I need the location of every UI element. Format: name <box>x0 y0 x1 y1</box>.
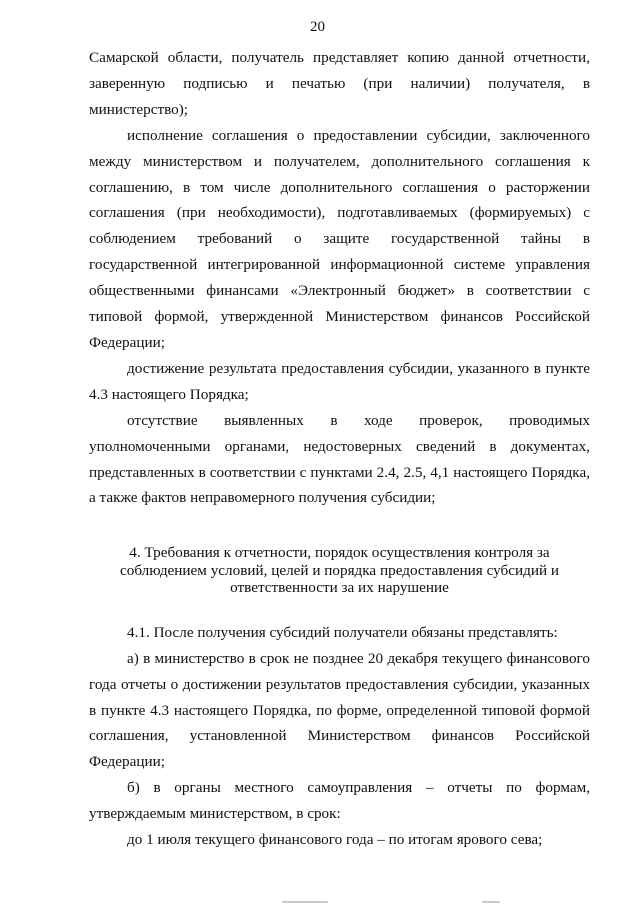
paragraph-4-1: 4.1. После получения субсидий получатели обязаны представлять: <box>127 623 558 641</box>
paragraph-item-b: б) в органы местного самоуправления – отчеты по формам, утверждаемым министерством, в срок: <box>89 779 590 823</box>
paragraph-result-achievement: достижение результата предоставления субсидии, указанного в пункте 4.3 настоящего Порядка; <box>89 359 590 403</box>
paragraph-no-violations: отсутствие выявленных в ходе проверок, проводимых уполномоченными органами, недостоверных сведений в документах, представленных в соответствии с пунктами 2.4, 2.5, 4,1 настоящего Порядка, а также фактов неправомерного получения субсидии; <box>89 411 590 507</box>
paragraph-item-a: а) в министерство в срок не позднее 20 декабря текущего финансового года отчеты о достижении результатов предоставления субсидии, указанных в пункте 4.3 настоящего Порядка, по форме, определенной типовой формой соглашения, установленной Министерством финансов Российской Федерации; <box>89 649 590 771</box>
page-number: 20 <box>310 19 325 35</box>
paragraph-agreement-execution: исполнение соглашения о предоставлении субсидии, заключенного между министерством и получателем, дополнительного соглашения к соглашению, в том числе дополнительного соглашения о расторжении соглашения (при необходимости), подготавливаемых (формируемых) с соблюдением требований о защите государственной тайны в государственной интегрированной информационной системе управления общественными финансами «Электронный бюджет» в соответствии с типовой формой, утвержденной Министерством финансов Российской Федерации; <box>89 126 590 351</box>
scan-artifact <box>0 897 635 903</box>
section-heading-line-2: соблюдением условий, целей и порядка предоставления субсидий и <box>119 561 560 579</box>
paragraph-spring-sowing: до 1 июля текущего финансового года – по итогам ярового сева; <box>127 831 543 849</box>
section-heading-line-1: 4. Требования к отчетности, порядок осуществления контроля за <box>129 544 550 562</box>
paragraph-continuation: Самарской области, получатель представляет копию данной отчетности, заверенную подписью и печатью (при наличии) получателя, в министерство); <box>89 49 590 118</box>
document-body <box>89 45 590 853</box>
section-heading-line-3: ответственности за их нарушение <box>230 579 449 597</box>
section-heading <box>89 544 590 597</box>
